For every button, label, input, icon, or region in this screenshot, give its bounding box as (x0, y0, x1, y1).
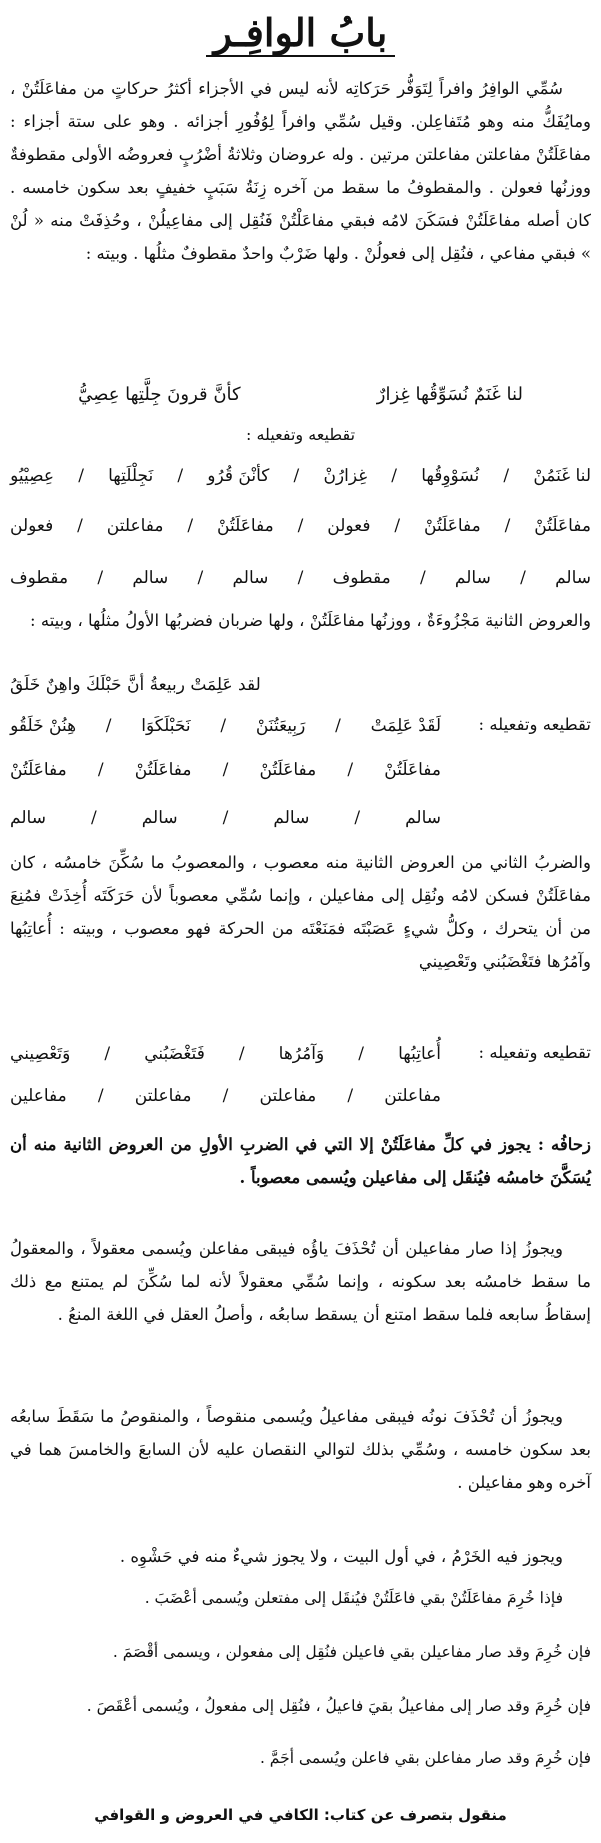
scan-2-status: سالم (405, 808, 441, 828)
scansion-2-status: سالم / سالم / سالم / سالم (10, 800, 441, 836)
scansion-caption-2: تقطيعه وتفعيله : (478, 715, 591, 734)
ajamm-paragraph: فإن خُرِمَ وقد صار مفاعلن بقي فاعلن ويُسمى أجَمَّ . (259, 1749, 591, 1767)
intro-paragraph: سُمِّي الوافِرُ وافراً لِتَوَفُّر حَرَكاتِه لأنه ليس في الأجزاء أكثرُ حركاتٍ من مفاعَلَتُنْ ، ومايُفَكُّ منه وهو مُتَفاعِلن. وقيل سُمِّي وافراً لِوُفُورِ أجزائه . وهو على ستة أجزاء : مفاعَلَتُنْ مفاعلتن مفاعلتن مرتين . وله عروضان وثلاثةُ أضْرُبٍ فعروضُه الأولى مقطوفةٌ ووزنُها فعولن . والمقطوفُ ما سقط من آخره زِنَةُ سَبَبٍ خفيفٍ بعد سكون خامسه . كان أصله مفاعَلَتُنْ فسَكَنَ لامُه فبقي مفاعَلْتُنْ فَنُقِل إلى مفاعِيلُنْ ، وحُذِفَتْ منه « لُنْ » فبقي مفاعي ، فنُقِل إلى فعولُنْ . ولها ضَرْبٌ واحدٌ مقطوفٌ مثلُها . وبيته : (10, 79, 591, 263)
scan-1-status: سالم (232, 568, 269, 588)
scan-3-foot: مفاعلتن (384, 1086, 441, 1106)
scan-1-foot: فعولن (10, 516, 54, 536)
scan-2-foot: مفاعَلَتُنْ (10, 760, 67, 780)
scan-3-part: وَآمُرُها (278, 1044, 325, 1064)
scan-2-status: سالم (273, 808, 310, 828)
scan-1-foot: فعولن (327, 516, 371, 536)
scansion-caption-3: تقطيعه وتفعيله : (478, 1043, 591, 1062)
scan-1-foot: مفاعَلَتُنْ (217, 516, 274, 536)
source-footer: منقول بتصرف عن كتاب: الكافي في العروض و القوافي (94, 1806, 507, 1824)
scansion-3-feet: مفاعلتن / مفاعلتن / مفاعلتن / مفاعلين (10, 1078, 441, 1114)
scan-1-foot: مفاعلتن (106, 516, 164, 536)
zihaf-paragraph: زحافُه : يجوز في كلِّ مفاعَلَتُنْ إلا التي في الضربِ الأولِ من العروض الثانية منه أن يُسَكَّنَ خامسُه فيُنقَل إلى مفاعيلن ويُسمى معصوباً . (10, 1135, 591, 1187)
scan-3-foot: مفاعلتن (259, 1086, 317, 1106)
scansion-caption-1: تقطيعه وتفعيله : (245, 425, 356, 444)
verse-1-second-hemistich: كأنَّ قرونَ جِلَّتِها عِصِيُّ (78, 384, 241, 405)
aqsam-paragraph: فإن خُرِمَ وقد صار مفاعيلن بقي فاعيلن فنُقِل إلى مفعولن ، ويسمى أقْصَمَ . (112, 1643, 591, 1661)
scan-2-foot: مفاعَلَتُنْ (259, 760, 317, 780)
verse-2: لقد عَلِمَتْ ربيعةُ أنَّ حَبْلَكَ واهِنٌ خَلَقُ (10, 675, 261, 695)
scansion-2-parts: لَقَدْ عَلِمَتْ / رَبِيعَتُنَنْ / نَحَبْلَكَوَا / هِنُنْ خَلَقُو (10, 708, 441, 744)
scan-1-status: سالم (132, 568, 169, 588)
second-arud-paragraph: والعروض الثانية مَجْزُوءَةٌ ، ووزنُها مفاعَلَتُنْ ، ولها ضربان فضربُها الأولُ مثلُها ، وبيته : (30, 611, 591, 630)
scan-1-foot: مفاعَلَتُنْ (534, 516, 591, 536)
scan-3-part: أُعاتِبُها (398, 1044, 441, 1064)
kharm-paragraph: ويجوز فيه الخَرْمُ ، في أول البيت ، ولا يجوز شيءٌ منه في حَشْوِه . (119, 1547, 563, 1566)
title-text: بابُ الوافِـر (206, 10, 396, 57)
scan-1-foot: مفاعَلَتُنْ (424, 516, 481, 536)
aqas-paragraph: فإن خُرِمَ وقد صار إلى مفاعيلُ بقيَ فاعيلُ ، فنُقِل إلى مفعولُ ، ويُسمى أعْقَصَ . (86, 1697, 591, 1715)
scan-1-part: غِزارُنْ (323, 466, 368, 486)
scan-1-part: عِصِيْيُو (10, 466, 55, 486)
scan-3-part: فَتَغْضَبُني (144, 1044, 205, 1064)
verse-1 (10, 378, 591, 412)
maqul-paragraph: ويجوزُ إذا صار مفاعيلن أن تُحْذَفَ ياؤُه فيبقى مفاعلن ويُسمى معقولاً ، والمعقولُ ما سقط خامسُه بعد سكونه ، وإنما سُمِّي معقولاً لأنه لما سُكِّنَ لم يمتنع مع ذلك إسقاطُ سابعه فلما سقط امتنع أن يسقط سابعُه ، وأصلُ العقل في اللغة المنعُ . (10, 1239, 591, 1324)
scan-2-part: هِنُنْ خَلَقُو (10, 716, 77, 736)
scansion-2-feet: مفاعَلَتُنْ / مفاعَلَتُنْ / مفاعَلَتُنْ / مفاعَلَتُنْ (10, 752, 441, 788)
scan-1-part: نُسَوْوِقُها (421, 466, 480, 486)
scan-2-status: سالم (10, 808, 46, 828)
scansion-3-parts: أُعاتِبُها / وَآمُرُها / فَتَغْضَبُني / وَتَعْصِيني (10, 1036, 441, 1072)
scan-1-part: كأنْنَ قُرُو (207, 466, 270, 486)
scan-1-part: نَجِلْلَتِها (108, 466, 154, 486)
page-title (10, 8, 591, 58)
scan-1-status: مقطوف (332, 568, 391, 588)
scan-2-part: نَحَبْلَكَوَا (141, 716, 191, 736)
scan-3-foot: مفاعلتن (134, 1086, 192, 1106)
scan-1-part: لنا غَنَمُنْ (533, 466, 591, 486)
scan-2-part: لَقَدْ عَلِمَتْ (370, 716, 441, 736)
scansion-1-parts: لنا غَنَمُنْ / نُسَوْوِقُها / غِزارُنْ / كأنْنَ قُرُو / نَجِلْلَتِها / عِصِيْيُو (10, 458, 591, 494)
scan-3-foot: مفاعلين (10, 1086, 67, 1106)
scan-1-status: مقطوف (10, 568, 69, 588)
document-page (10, 0, 591, 1843)
masub-paragraph: والضربُ الثاني من العروض الثانية منه معصوب ، والمعصوبُ ما سُكِّنَ خامسُه ، كان مفاعَلَتُنْ فسكن لامُه ونُقِل إلى مفاعيلن ، وإنما سُمِّي معصوباً لأن حَرَكَتَه أُخِذَتْ فمُنِعَ من أن يتحرك ، وكلُّ شيءٍ عَصَبْتَه فمَنَعْتَه من الحركة فهو معصوب ، وبيته : أُعاتِبُها وآمُرُها فتَغْضَبُني وتَعْصِيني (10, 853, 591, 971)
scan-3-part: وَتَعْصِيني (10, 1044, 71, 1064)
scansion-1-status: سالم / سالم / مقطوف / سالم / سالم / مقطوف (10, 560, 591, 596)
scansion-1-feet: مفاعَلَتُنْ / مفاعَلَتُنْ / فعولن / مفاعَلَتُنْ / مفاعلتن / فعولن (10, 508, 591, 544)
scan-2-foot: مفاعَلَتُنْ (134, 760, 192, 780)
scan-2-part: رَبِيعَتُنَنْ (255, 716, 306, 736)
scan-2-status: سالم (141, 808, 178, 828)
adab-paragraph: فإذا خُرِمَ مفاعَلَتُنْ بقي فاعَلَتُنْ فيُنقَل إلى مفتعلن ويُسمى أعْضَبَ . (144, 1589, 563, 1607)
verse-1-first-hemistich: لنا غَنَمٌ نُسَوِّقُها غِزارٌ (376, 384, 523, 405)
manqus-paragraph: ويجوزُ أن تُحْذَفَ نونُه فيبقى مفاعيلُ ويُسمى منقوصاً ، والمنقوصُ ما سَقَطَ سابعُه بعد سكون خامسه ، وسُمِّي بذلك لتوالي النقصان عليه لأن السابعَ والخامسَ هما في آخره وهو مفاعيلن . (10, 1407, 591, 1492)
scan-1-status: سالم (555, 568, 591, 588)
scan-2-foot: مفاعَلَتُنْ (384, 760, 441, 780)
scan-1-status: سالم (454, 568, 491, 588)
